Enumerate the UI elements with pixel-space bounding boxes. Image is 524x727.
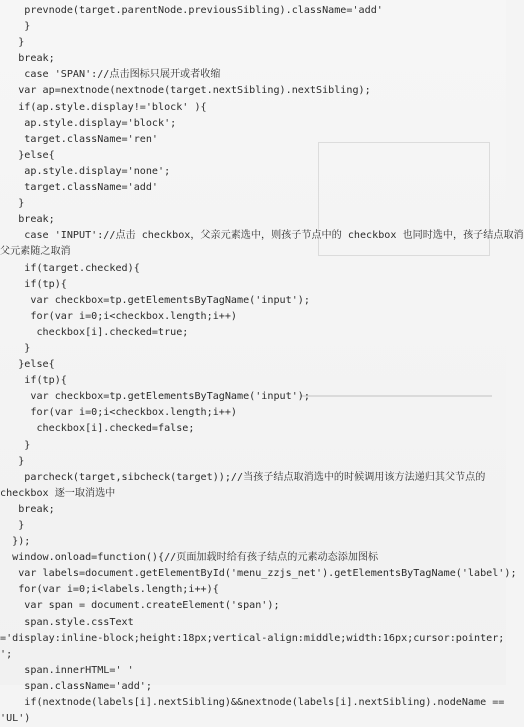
- code-line: window.onload=function(){//页面加载时给有孩子结点的元素动态添加图标: [0, 552, 379, 564]
- code-line: span.style.cssText: [0, 616, 134, 628]
- code-line: if(nextnode(labels[i].nextSibling)&&nextnode(labels[i].nextSibling).nodeName ==: [0, 697, 505, 709]
- code-line: checkbox[i].checked=false;: [0, 423, 195, 435]
- code-line: }: [0, 439, 31, 451]
- code-line: for(var i=0;i<checkbox.length;i++): [0, 310, 238, 322]
- code-line: span.className='add';: [0, 680, 152, 692]
- code-line: ';: [0, 648, 13, 660]
- code-line: break;: [0, 214, 55, 226]
- code-line: if(target.checked){: [0, 262, 140, 274]
- code-line: }: [0, 37, 25, 49]
- code-line: }: [0, 520, 25, 531]
- code-line: }else{: [0, 359, 55, 371]
- code-line: 父元素随之取消: [0, 246, 71, 258]
- code-line: }: [0, 342, 31, 354]
- code-listing: [0, 3, 524, 727]
- code-line: if(tp){: [0, 278, 67, 290]
- code-line: if(ap.style.display!='block' ){: [0, 101, 207, 113]
- code-line: target.className='add': [0, 182, 159, 194]
- code-line: if(tp){: [0, 375, 67, 387]
- code-line: 'UL'): [0, 713, 31, 725]
- code-line: case 'SPAN'://点击图标只展开或者收缩: [0, 69, 221, 81]
- code-line: target.className='ren': [0, 133, 159, 145]
- code-line: case 'INPUT'://点击 checkbox，父亲元素选中，则孩子节点中的 checkbox 也同时选中，孩子结点取消: [0, 230, 524, 242]
- code-line: break;: [0, 53, 55, 65]
- code-line: }else{: [0, 149, 55, 161]
- code-line: prevnode(target.parentNode.previousSibling).className='add': [0, 5, 383, 16]
- code-line: ='display:inline-block;height:18px;vertical-align:middle;width:16px;cursor:pointer;: [0, 632, 505, 644]
- code-line: }: [0, 198, 25, 210]
- code-line: });: [0, 536, 31, 548]
- code-line: parcheck(target,sibcheck(target));//当孩子结点取消选中的时候调用该方法递归其父节点的: [0, 471, 486, 483]
- code-line: for(var i=0;i<checkbox.length;i++): [0, 407, 238, 419]
- code-line: var ap=nextnode(nextnode(target.nextSibling).nextSibling);: [0, 85, 371, 97]
- code-line: checkbox 逐一取消选中: [0, 487, 116, 499]
- code-line: var checkbox=tp.getElementsByTagName('input');: [0, 391, 310, 403]
- code-line: var labels=document.getElementById('menu_zzjs_net').getElementsByTagName('label');: [0, 568, 517, 580]
- code-line: ap.style.display='block';: [0, 117, 177, 129]
- code-line: var span = document.createElement('span');: [0, 600, 280, 612]
- code-line: ap.style.display='none';: [0, 165, 171, 177]
- code-line: var checkbox=tp.getElementsByTagName('input');: [0, 294, 310, 306]
- code-line: }: [0, 21, 31, 33]
- code-line: span.innerHTML=' ': [0, 664, 134, 676]
- code-line: break;: [0, 503, 55, 515]
- code-line: }: [0, 455, 25, 467]
- code-line: checkbox[i].checked=true;: [0, 326, 189, 338]
- code-line: for(var i=0;i<labels.length;i++){: [0, 584, 219, 596]
